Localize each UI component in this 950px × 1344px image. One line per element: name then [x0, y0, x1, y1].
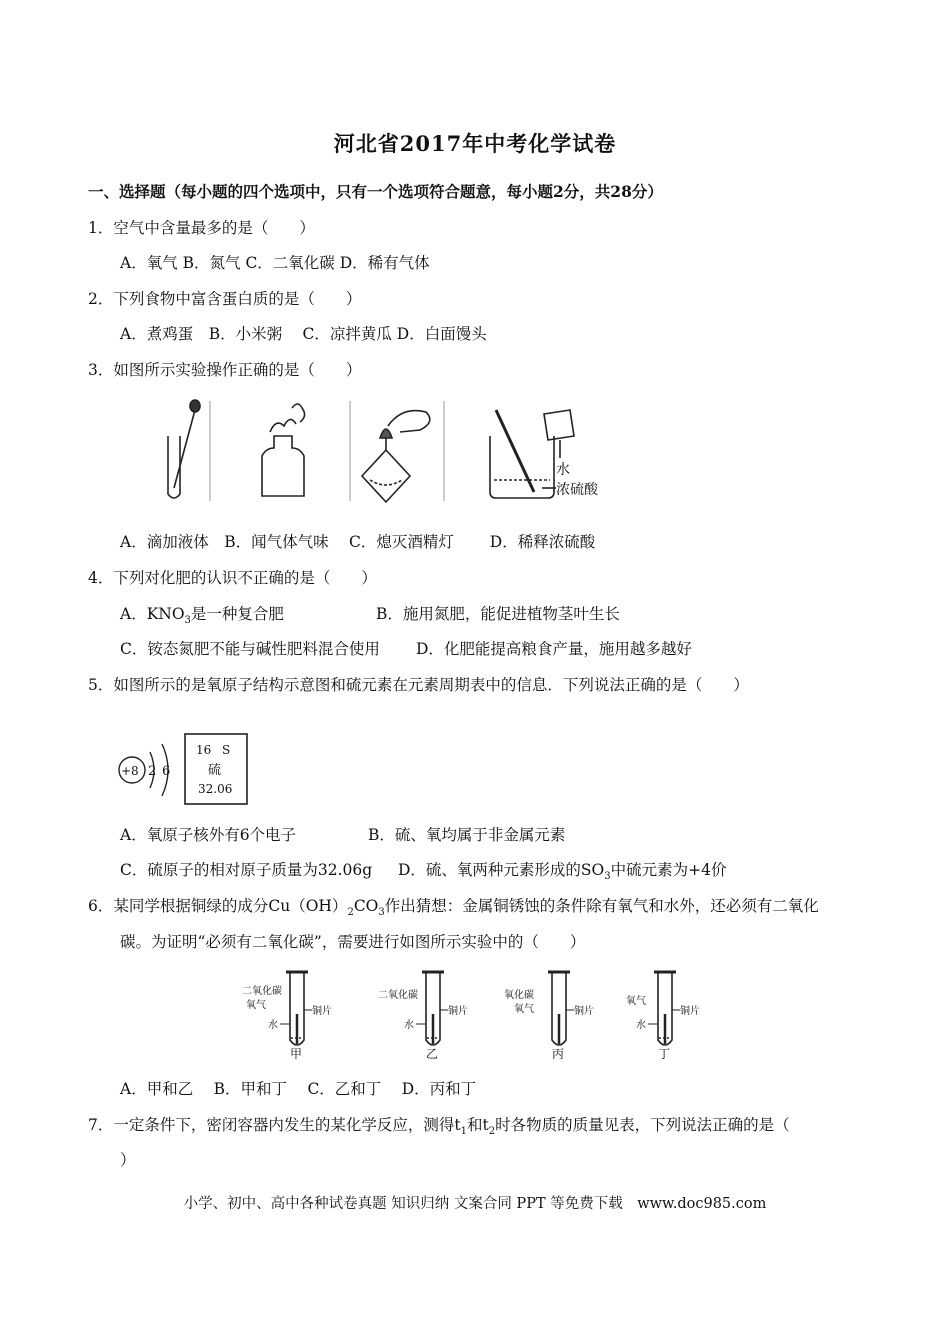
question-6-options: A．甲和乙 B．甲和丁 C．乙和丁 D．丙和丁	[120, 1080, 477, 1098]
tube-ding-gas-1: 氧气	[626, 996, 646, 1007]
stem-text-mid: 和t	[466, 1116, 489, 1134]
question-5-option-b: B．硫、氧均属于非金属元素	[368, 826, 566, 844]
question-7-stem-line-2: ）	[120, 1151, 136, 1169]
page-footer: 小学、初中、高中各种试卷真题 知识归纳 文案合同 PPT 等免费下载 www.doc985.com	[183, 1196, 767, 1212]
question-2-stem: 2．下列食物中富含蛋白质的是（ ）	[88, 290, 362, 308]
question-5-option-a: A．氧原子核外有6个电子	[120, 826, 297, 844]
tube-ding-label: 丁	[658, 1047, 671, 1060]
question-3-options: A．滴加液体 B．闻气体气味 C．熄灭酒精灯 D．稀释浓硫酸	[120, 533, 596, 551]
copper-tubes-figure	[240, 964, 710, 1060]
tube-jia-water: 水	[268, 1020, 278, 1031]
atomic-number: 16	[196, 743, 212, 757]
stem-text-rest: 作出猜想：金属铜锈蚀的条件除有氧气和水外，还必须有二氧化	[384, 897, 819, 915]
tube-jia-gas-1: 二氧化碳	[242, 986, 282, 997]
water-label: 水	[556, 462, 570, 478]
tube-jia-label: 甲	[290, 1047, 303, 1060]
page-title: 河北省2017年中考化学试卷	[333, 131, 617, 156]
subscript: 1	[460, 1126, 467, 1138]
tube-jia-gas-2: 氧气	[246, 1000, 266, 1011]
subscript: 3	[604, 871, 611, 883]
question-4-option-b: B．施用氮肥，能促进植物茎叶生长	[376, 605, 620, 623]
subscript: 2	[347, 907, 354, 919]
question-6-stem	[88, 896, 819, 923]
question-1-options: A．氧气 B．氮气 C．二氧化碳 D．稀有气体	[120, 254, 430, 272]
question-7-stem	[88, 1115, 790, 1142]
tube-yi-copper: 铜片	[448, 1006, 468, 1017]
question-4-option-d: D．化肥能提高粮食产量，施用越多越好	[416, 640, 692, 658]
tube-yi-gas-1: 二氧化碳	[378, 990, 418, 1001]
option-a-text-rest: 是一种复合肥	[190, 605, 284, 623]
tube-bing	[548, 972, 574, 1045]
subscript: 3	[184, 615, 191, 627]
nucleus-charge: +8	[121, 764, 139, 778]
tube-yi-label: 乙	[426, 1047, 439, 1060]
tube-yi	[416, 972, 448, 1045]
shell-2-electrons: 6	[162, 764, 171, 779]
subscript: 3	[378, 907, 385, 919]
tube-jia	[280, 972, 312, 1045]
element-symbol: S	[222, 743, 231, 757]
stem-text: 7．一定条件下，密闭容器内发生的某化学反应，测得t	[88, 1116, 461, 1134]
tube-bing-gas-2: 氧气	[514, 1004, 534, 1015]
tube-bing-label: 丙	[552, 1047, 565, 1060]
shell-1-electrons: 2	[148, 764, 157, 779]
option-d-text-rest: 中硫元素为+4价	[610, 861, 727, 879]
question-5-stem: 5．如图所示的是氧原子结构示意图和硫元素在元素周期表中的信息．下列说法正确的是（ ）	[88, 676, 749, 694]
option-a-text: A．KNO	[120, 605, 185, 623]
question-1-stem: 1．空气中含量最多的是（ ）	[88, 219, 315, 237]
tube-ding-copper: 铜片	[680, 1006, 700, 1017]
question-5-option-d	[398, 860, 727, 887]
tube-ding-water: 水	[636, 1020, 646, 1031]
alcohol-lamp-illustration	[362, 401, 444, 502]
dropper-test-tube-illustration	[168, 400, 210, 501]
tube-bing-gas-1: 氧化碳	[504, 990, 534, 1001]
stem-text: 6．某同学根据铜绿的成分Cu（OH）	[88, 897, 348, 915]
question-4-option-a	[120, 604, 284, 631]
question-3-stem: 3．如图所示实验操作正确的是（ ）	[88, 361, 362, 379]
tube-bing-copper: 铜片	[574, 1006, 594, 1017]
tube-yi-water: 水	[404, 1020, 414, 1031]
concentrated-acid-label: 浓硫酸	[556, 482, 598, 498]
stem-text-rest: 时各物质的质量见表，下列说法正确的是（	[495, 1116, 790, 1134]
smelling-gas-illustration	[262, 401, 350, 501]
atom-element-figure	[116, 730, 286, 810]
question-4-option-c: C．铵态氮肥不能与碱性肥料混合使用	[120, 640, 380, 658]
subscript: 2	[488, 1126, 496, 1138]
lab-operations-figure	[150, 396, 620, 508]
atomic-mass: 32.06	[198, 782, 233, 796]
question-6-stem-line-2: 碳。为证明“必须有二氧化碳”，需要进行如图所示实验中的（ ）	[120, 933, 586, 951]
question-5-option-c: C．硫原子的相对原子质量为32.06g	[120, 861, 373, 879]
tube-jia-copper: 铜片	[312, 1006, 332, 1017]
option-d-text: D．硫、氧两种元素形成的SO	[398, 861, 605, 879]
stem-text-co: CO	[353, 897, 379, 915]
section-header: 一、选择题（每小题的四个选项中，只有一个选项符合题意，每小题2分，共28分）	[88, 182, 663, 201]
question-2-options: A．煮鸡蛋 B．小米粥 C．凉拌黄瓜 D．白面馒头	[120, 325, 487, 343]
tube-ding	[648, 972, 680, 1045]
question-4-stem: 4．下列对化肥的认识不正确的是（ ）	[88, 569, 377, 587]
element-name: 硫	[208, 763, 222, 778]
